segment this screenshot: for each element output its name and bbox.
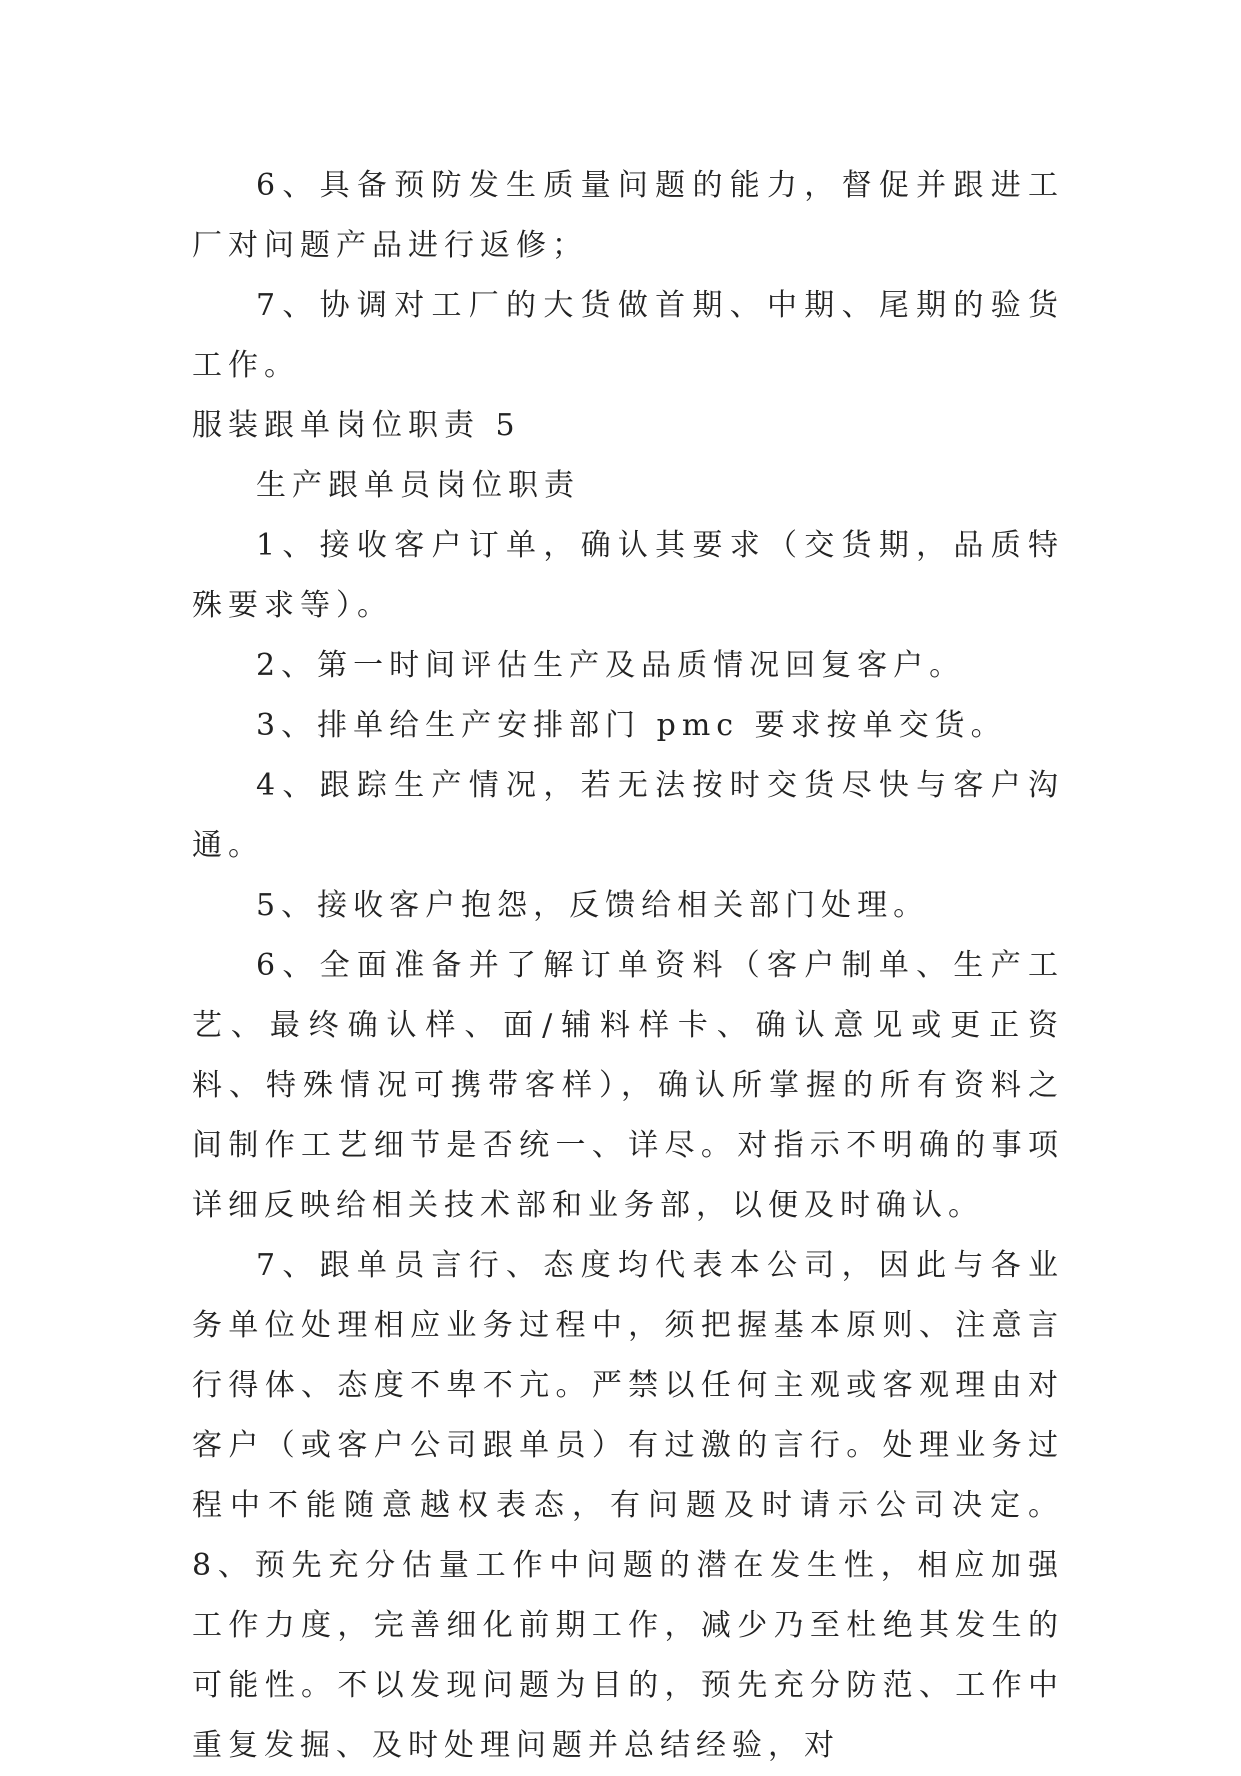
duty-item-5: 5、接收客户抱怨，反馈给相关部门处理。 — [256, 888, 930, 923]
paragraph-item-7-inspection: 7、协调对工厂的大货做首期、中期、尾期的验货工作。 — [192, 288, 1064, 383]
duty-item-2: 2、第一时间评估生产及品质情况回复客户。 — [256, 648, 966, 683]
paragraph-item-6-prevention: 6、具备预防发生质量问题的能力，督促并跟进工厂对问题产品进行返修； — [192, 168, 1064, 263]
duty-item-7: 7、跟单员言行、态度均代表本公司，因此与各业务单位处理相应业务过程中，须把握基本原则、注意言行得体、态度不卑不亢。严禁以任何主观或客观理由对客户（或客户公司跟单员）有过激的言行。处理业务过程中不能随意越权表态，有问题及时请示公司决定。 8、预先充分估量工作中问题的潜在发生性，相应加强工作力度，完善细化前期工作，减少乃至杜绝其发生的可能性。不以发现问题为目的，预先充分防范、工作中重复发掘、及时处理问题并总结经验，对 — [192, 1248, 1064, 1763]
document-body — [192, 156, 1064, 1776]
section-heading: 服装跟单岗位职责 5 — [192, 408, 521, 443]
subsection-title: 生产跟单员岗位职责 — [256, 468, 580, 503]
duty-item-4: 4、跟踪生产情况，若无法按时交货尽快与客户沟通。 — [192, 768, 1064, 863]
duty-item-3: 3、排单给生产安排部门 pmc 要求按单交货。 — [256, 708, 1007, 743]
duty-item-6: 6、全面准备并了解订单资料（客户制单、生产工艺、最终确认样、面/辅料样卡、确认意见或更正资料、特殊情况可携带客样），确认所掌握的所有资料之间制作工艺细节是否统一、详尽。对指示不明确的事项详细反映给相关技术部和业务部，以便及时确认。 — [192, 948, 1064, 1223]
duty-item-1: 1、接收客户订单，确认其要求（交货期，品质特殊要求等）。 — [192, 528, 1064, 623]
